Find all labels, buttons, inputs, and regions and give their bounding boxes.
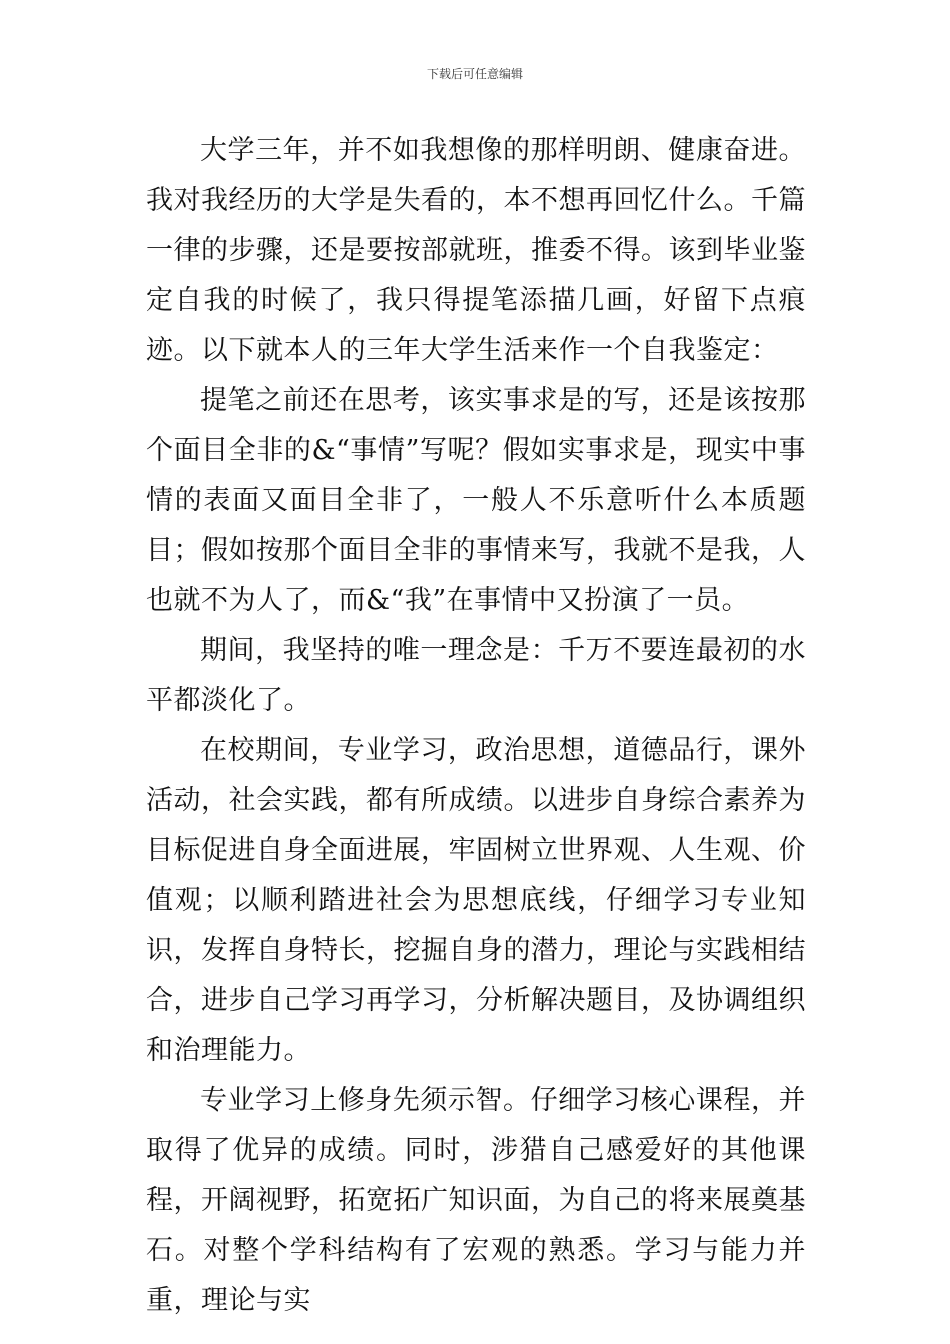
paragraph-2: 提笔之前还在思考，该实事求是的写，还是该按那个面目全非的&“事情”写呢？假如实事求是，现实中事情的表面又面目全非了，一般人不乐意听什么本质题目；假如按那个面目全非的事情来写，我就不是我，人也就不为人了，而&“我”在事情中又扮演了一员。: [146, 385, 806, 616]
paragraph-3: 期间，我坚持的唯一理念是：千万不要连最初的水平都淡化了。: [146, 635, 806, 716]
document-body: [146, 126, 806, 1326]
page-header: 下载后可任意编辑: [426, 67, 523, 81]
paragraph-1: 大学三年，并不如我想像的那样明朗、健康奋进。我对我经历的大学是失看的，本不想再回忆什么。千篇一律的步骤，还是要按部就班，推委不得。该到毕业鉴定自我的时候了，我只得提笔添描几画，好留下点痕迹。以下就本人的三年大学生活来作一个自我鉴定：: [146, 135, 806, 366]
paragraph-4: 在校期间，专业学习，政治思想，道德品行，课外活动，社会实践，都有所成绩。以进步自身综合素养为目标促进自身全面进展，牢固树立世界观、人生观、价值观；以顺利踏进社会为思想底线，仔细学习专业知识，发挥自身特长，挖掘自身的潜力，理论与实践相结合，进步自己学习再学习，分析解决题目，及协调组织和治理能力。: [146, 735, 806, 1066]
paragraph-5: 专业学习上修身先须示智。仔细学习核心课程，并取得了优异的成绩。同时，涉猎自己感爱好的其他课程，开阔视野，拓宽拓广知识面，为自己的将来展奠基石。对整个学科结构有了宏观的熟悉。学习与能力并重，理论与实: [146, 1085, 806, 1316]
